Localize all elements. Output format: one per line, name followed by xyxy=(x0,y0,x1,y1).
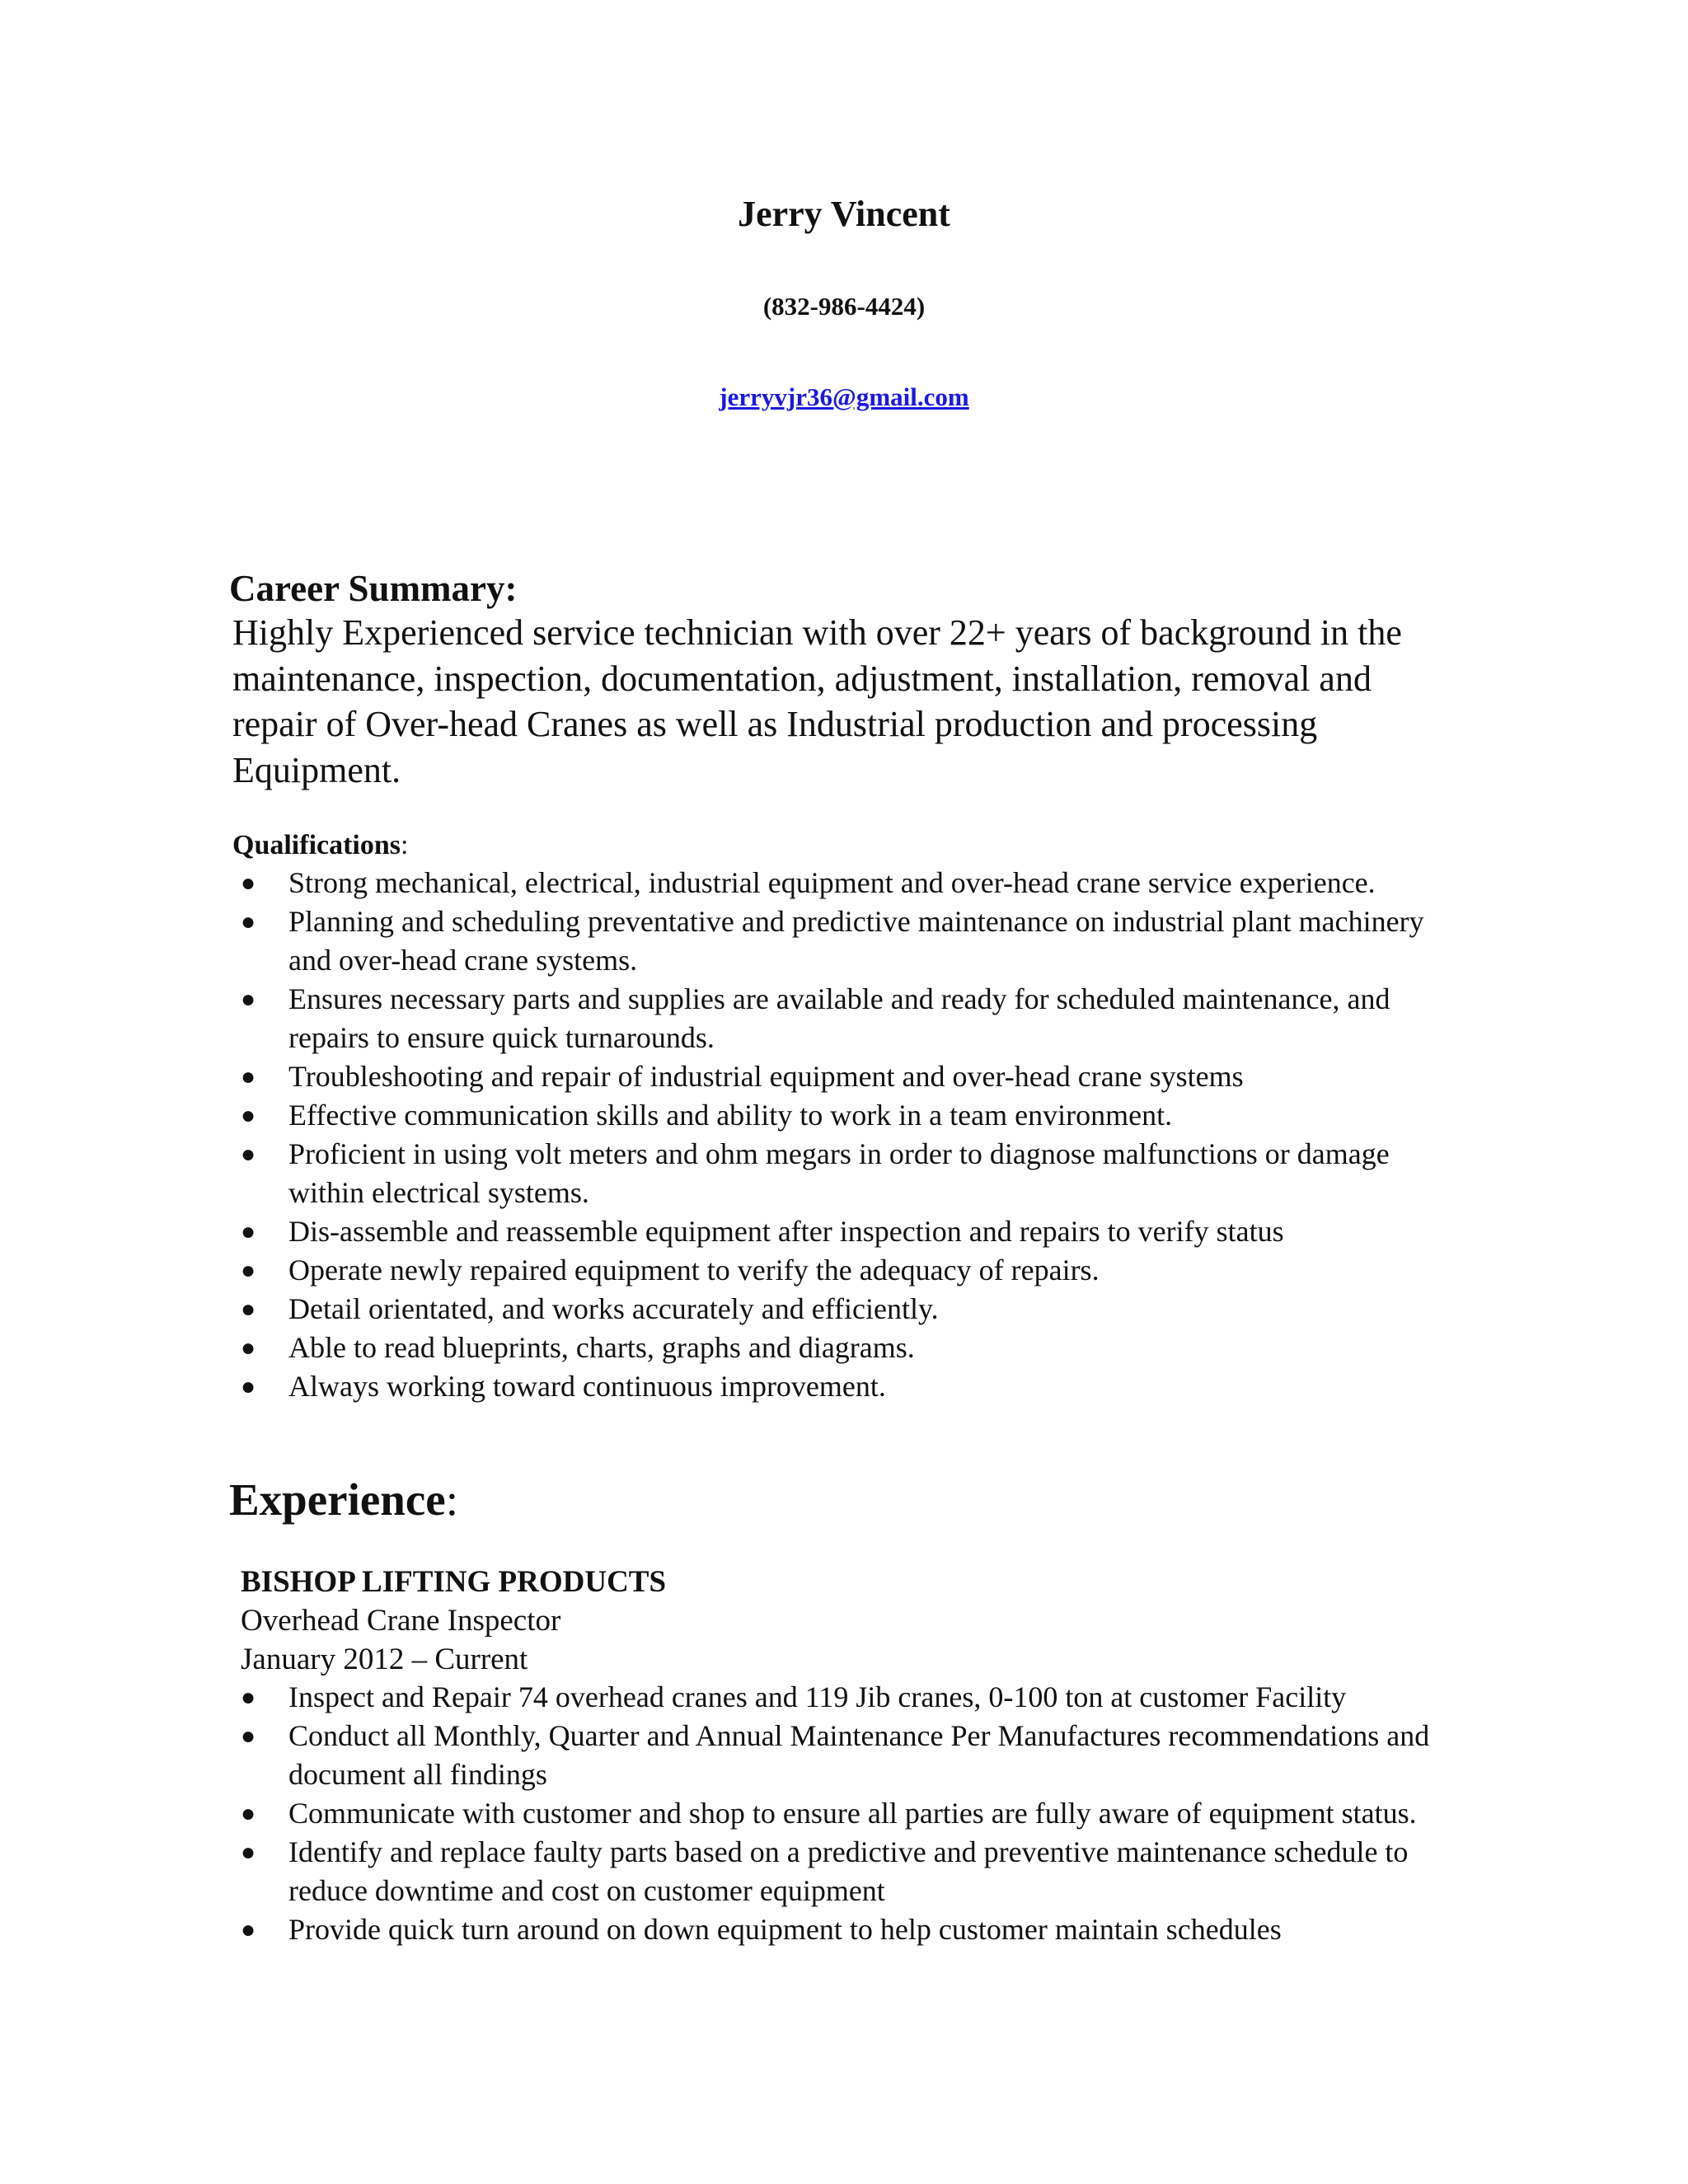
qualifications-heading xyxy=(232,827,408,864)
list-item-text: Planning and scheduling preventative and predictive maintenance on industrial plant machinery and over-head crane systems. xyxy=(288,905,1424,977)
bullet-icon: ● xyxy=(241,869,256,897)
list-item xyxy=(232,1329,1469,1367)
bullet-icon: ● xyxy=(241,1916,256,1943)
qualifications-list xyxy=(232,864,1469,1406)
career-summary-text: Highly Experienced service technician with over 22+ years of background in the maintenance, inspection, documentation, adjustment, installation, removal and repair of Over-head Cranes as well as Industrial production and processing Equipment. xyxy=(232,612,1402,790)
candidate-name: Jerry Vincent xyxy=(738,194,950,234)
career-summary-title: Career Summary: xyxy=(229,568,518,609)
bullet-icon: ● xyxy=(241,1102,256,1129)
list-item xyxy=(232,1251,1469,1290)
list-item xyxy=(232,1910,1485,1949)
job-role: Overhead Crane Inspector xyxy=(241,1604,561,1638)
list-item-text: Dis-assemble and reassemble equipment after inspection and repairs to verify status xyxy=(288,1215,1284,1248)
experience-title-label: Experience xyxy=(229,1474,446,1525)
bullet-icon: ● xyxy=(241,1334,256,1361)
experience-title-colon: : xyxy=(445,1474,458,1525)
list-item-text: Detail orientated, and works accurately and efficiently. xyxy=(288,1292,939,1325)
list-item-text: Communicate with customer and shop to ensure all parties are fully aware of equipment status. xyxy=(288,1797,1417,1830)
email-link[interactable]: jerryvjr36@gmail.com xyxy=(719,382,969,411)
list-item xyxy=(232,1678,1485,1717)
qualifications-heading-label: Qualifications xyxy=(232,830,401,860)
list-item-text: Ensures necessary parts and supplies are available and ready for scheduled maintenance, and repairs to ensure quick turnarounds. xyxy=(288,982,1390,1054)
list-item xyxy=(232,1212,1469,1251)
list-item-text: Identify and replace faulty parts based on a predictive and preventive maintenance schedule to reduce downtime and cost on customer equipment xyxy=(288,1835,1409,1907)
list-item-text: Operate newly repaired equipment to verify the adequacy of repairs. xyxy=(288,1254,1100,1286)
bullet-icon: ● xyxy=(241,1373,256,1400)
email-row xyxy=(0,381,1688,414)
list-item xyxy=(232,1096,1469,1135)
bullet-icon: ● xyxy=(241,1257,256,1284)
bullet-icon: ● xyxy=(241,1839,256,1866)
bullet-icon: ● xyxy=(241,1141,256,1168)
list-item xyxy=(232,1290,1469,1329)
bullet-icon: ● xyxy=(241,1296,256,1323)
list-item-text: Inspect and Repair 74 overhead cranes and 119 Jib cranes, 0-100 ton at customer Facility xyxy=(288,1680,1347,1713)
experience-title xyxy=(229,1472,458,1528)
bullet-icon: ● xyxy=(241,1063,256,1090)
list-item-text: Effective communication skills and ability to work in a team environment. xyxy=(288,1099,1173,1132)
qualifications-heading-colon: : xyxy=(401,830,409,860)
list-item xyxy=(232,1057,1469,1096)
bullet-icon: ● xyxy=(241,986,256,1013)
list-item xyxy=(232,1794,1485,1833)
list-item-text: Conduct all Monthly, Quarter and Annual Maintenance Per Manufactures recommendations and document all findings xyxy=(288,1719,1430,1791)
list-item xyxy=(232,864,1469,902)
list-item xyxy=(232,1717,1485,1794)
list-item-text: Always working toward continuous improvement. xyxy=(288,1370,886,1403)
bullet-icon: ● xyxy=(241,1684,256,1711)
company-name: BISHOP LIFTING PRODUCTS xyxy=(241,1565,667,1599)
phone-number: (832-986-4424) xyxy=(762,292,926,321)
list-item xyxy=(232,902,1469,980)
list-item-text: Provide quick turn around on down equipment to help customer maintain schedules xyxy=(288,1913,1282,1946)
bullet-icon: ● xyxy=(241,1800,256,1827)
list-item-text: Able to read blueprints, charts, graphs and diagrams. xyxy=(288,1331,915,1364)
job-duties-list xyxy=(232,1678,1485,1949)
bullet-icon: ● xyxy=(241,1722,256,1750)
bullet-icon: ● xyxy=(241,1218,256,1245)
list-item xyxy=(232,1135,1469,1212)
job-dates: January 2012 – Current xyxy=(241,1643,528,1676)
list-item xyxy=(232,1367,1469,1406)
list-item-text: Troubleshooting and repair of industrial equipment and over-head crane systems xyxy=(288,1060,1244,1093)
bullet-icon: ● xyxy=(241,908,256,935)
list-item-text: Strong mechanical, electrical, industrial equipment and over-head crane service experience. xyxy=(288,866,1376,899)
list-item xyxy=(232,980,1469,1057)
list-item-text: Proficient in using volt meters and ohm megars in order to diagnose malfunctions or damage within electrical systems. xyxy=(288,1137,1390,1209)
list-item xyxy=(232,1833,1485,1910)
